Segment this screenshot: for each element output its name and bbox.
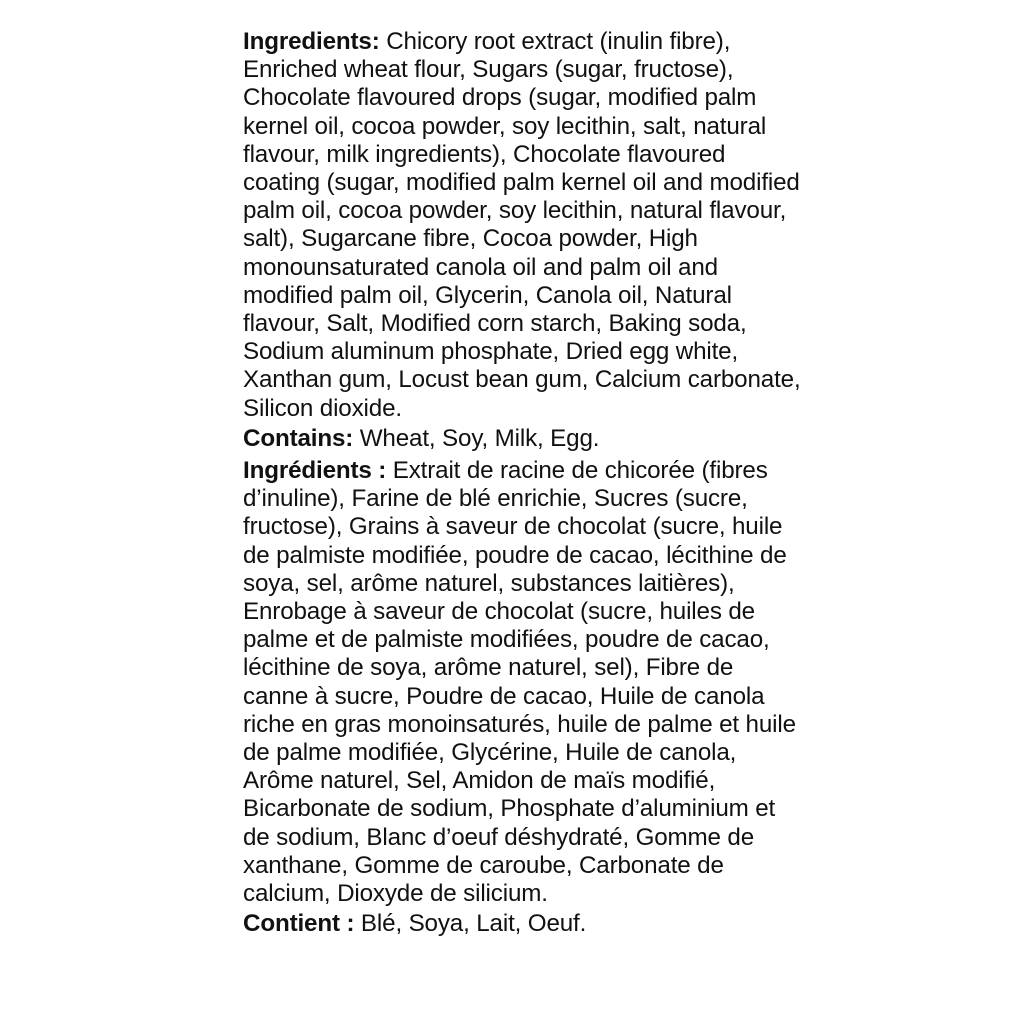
ingredients-label-fr: Ingrédients : xyxy=(243,457,387,485)
french-contains xyxy=(243,910,803,938)
french-ingredients xyxy=(243,457,803,908)
contains-label-en: Contains: xyxy=(243,424,354,452)
english-contains xyxy=(243,425,803,453)
ingredients-panel xyxy=(243,28,803,939)
english-ingredients xyxy=(243,28,803,423)
contains-text-en: Wheat, Soy, Milk, Egg. xyxy=(353,424,600,452)
ingredients-text-en: Chicory root extract (inulin fibre), Enriched wheat flour, Sugars (sugar, fructose), Chocolate flavoured drops (sugar, modified palm kernel oil, cocoa powder, soy lecithin, salt, natural flavour, milk ingredients), Chocolate flavoured coating (sugar, modified palm kernel oil and modified palm oil, cocoa powder, soy lecithin, natural flavour, salt), Sugarcane fibre, Cocoa powder, High monounsaturated canola oil and palm oil and modified palm oil, Glycerin, Canola oil, Natural flavour, Salt, Modified corn starch, Baking soda, Sodium aluminum phosphate, Dried egg white, Xanthan gum, Locust bean gum, Calcium carbonate, Silicon dioxide. xyxy=(243,28,801,422)
ingredients-label-en: Ingredients: xyxy=(243,28,380,55)
ingredients-text-fr: Extrait de racine de chicorée (fibres d’inuline), Farine de blé enrichie, Sucres (sucre, fructose), Grains à saveur de chocolat (sucre, huile de palmiste modifiée, poudre de cacao, lécithine de soya, sel, arôme naturel, substances laitières), Enrobage à saveur de chocolat (sucre, huiles de palme et de palmiste modifiées, poudre de cacao, lécithine de soya, arôme naturel, sel), Fibre de canne à sucre, Poudre de cacao, Huile de canola riche en gras monoinsaturés, huile de palme et huile de palme modifiée, Glycérine, Huile de canola, Arôme naturel, Sel, Amidon de maïs modifié, Bicarbonate de sodium, Phosphate d’aluminium et de sodium, Blanc d’oeuf déshydraté, Gomme de xanthane, Gomme de caroube, Carbonate de calcium, Dioxyde de silicium. xyxy=(243,457,796,908)
contains-label-fr: Contient : xyxy=(243,910,355,938)
contains-text-fr: Blé, Soya, Lait, Oeuf. xyxy=(354,910,587,938)
